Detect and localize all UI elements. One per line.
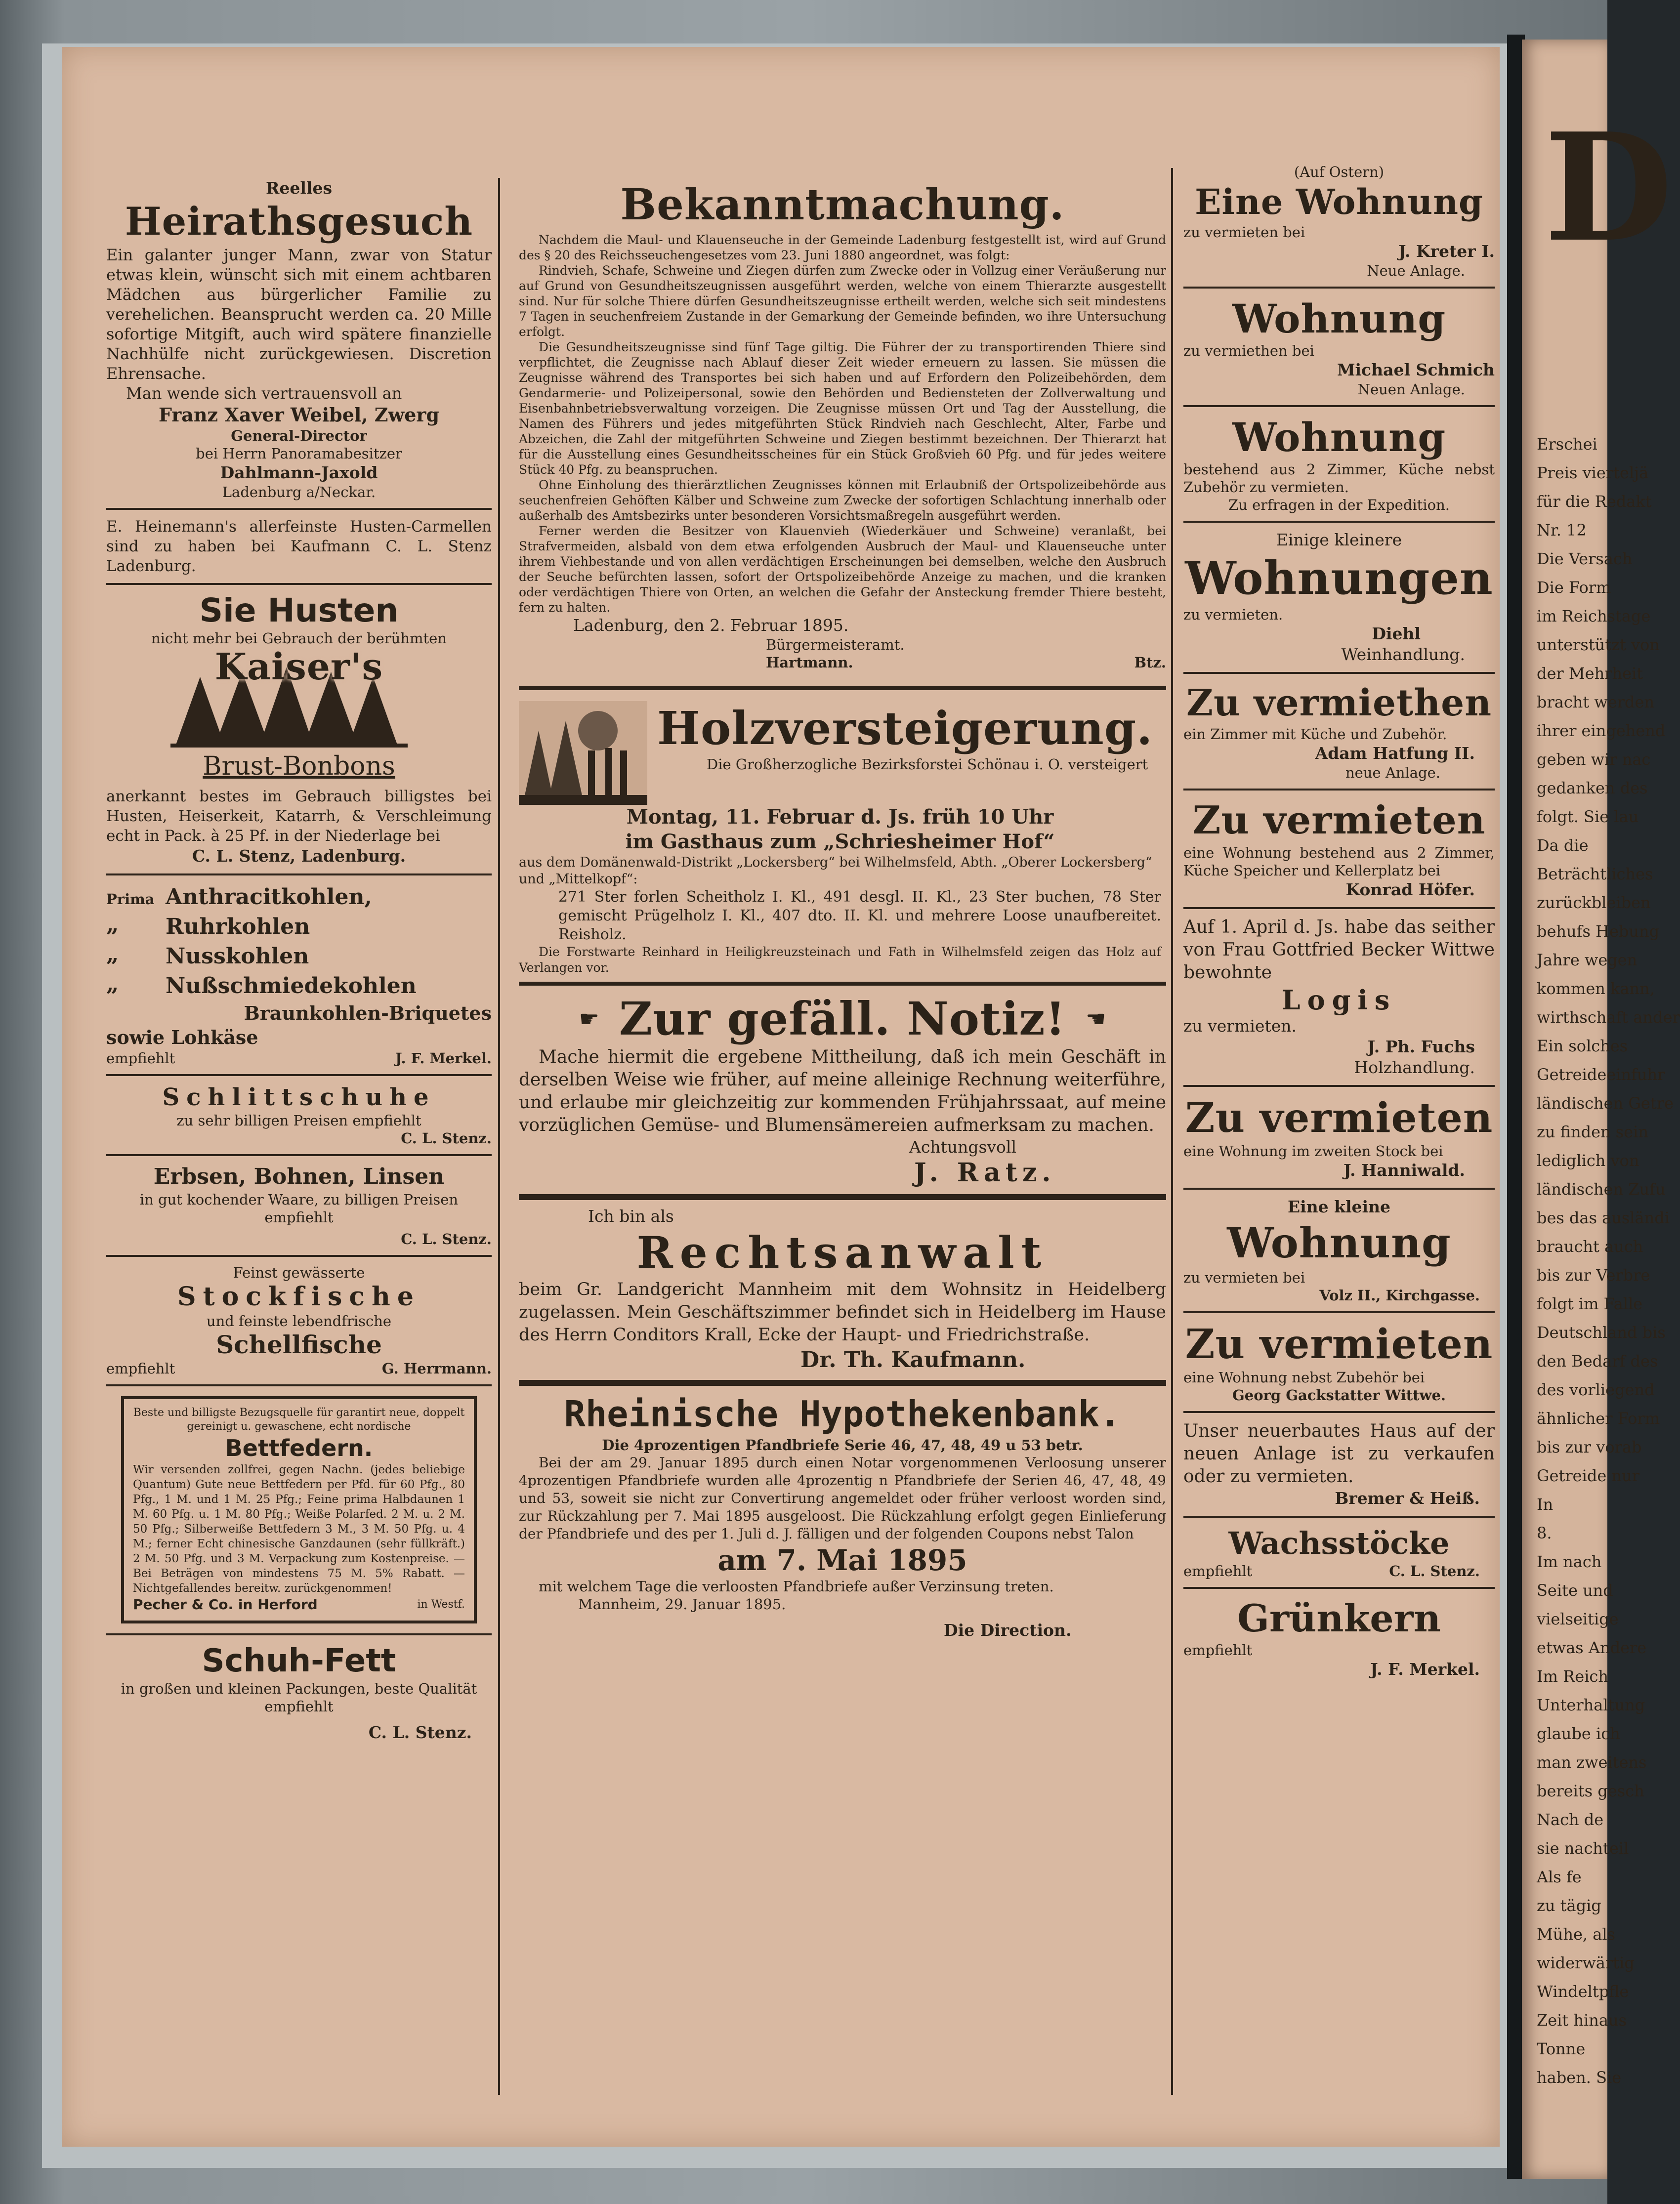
facing-page-text-fragment: Seite und [1537,1581,1613,1600]
divider [519,1380,1166,1386]
pointing-hand-left-icon: ☚ [1086,1005,1106,1032]
facing-page-text-fragment: für die Redakt [1537,492,1652,511]
anwalt-title: Rechtsanwalt [636,1227,1049,1278]
facing-page-text-fragment: Tonne [1537,2039,1586,2058]
bank-sign: Die Direction. [944,1621,1072,1640]
anwalt-body: beim Gr. Landgericht Mannheim mit dem Wohnsitz in Heidelberg zugelassen. Mein Geschäftszimmer befindet sich in Heidelberg im Hause des Herrn Conditors Krall, Ecke der Haupt- und Friedrichstraße. [519,1280,1166,1345]
ad-zu-vermieten-hoefer [1183,797,1495,900]
holz-where: im Gasthaus zum „Schriesheimer Hof“ [625,830,1055,853]
facing-page-edge [1522,40,1680,2179]
divider [1183,907,1495,909]
w1-kicker: (Auf Ostern) [1294,164,1385,180]
divider [519,982,1166,986]
facing-page-text-fragment: Als fe [1537,1868,1582,1886]
carmellen-text: E. Heinemann's allerfeinste Husten-Carmellen sind zu haben bei Kaufmann C. L. Stenz Ladenburg. [106,518,492,575]
holz-when: Montag, 11. Februar d. Js. früh 10 Uhr [626,805,1054,829]
heirat-at: bei Herrn Panoramabesitzer [196,445,402,462]
ad-holzversteigerung [519,696,1166,976]
betten-place: in Westf. [417,1598,465,1611]
divider [1183,1516,1495,1518]
w4-body: zu vermieten. [1183,606,1283,623]
divider [519,1194,1166,1200]
w7-title: Zu vermieten [1185,1094,1493,1142]
erbsen-title: Erbsen, Bohnen, Linsen [153,1164,445,1189]
w2-title: Wohnung [1232,295,1446,342]
facing-page-text-fragment: bereits gesch [1537,1782,1644,1800]
betten-intro: Beste und billigste Bezugsquelle für garantirt neue, doppelt gereinigt u. gewaschene, echt nordische [133,1407,465,1433]
kohlen-item: Nusskohlen [166,944,309,969]
bank-place: Mannheim, 29. Januar 1895. [578,1596,786,1613]
w4-name: Diehl [1372,624,1421,643]
bank-body: Bei der am 29. Januar 1895 durch einen Notar vorgenommenen Verloosung unserer 4prozentigen Pfandbriefe wurden alle 4prozentig n Pfandbriefe der Serien 46, 47, 48, 49 und 53, soweit sie nicht zur Convertirung angemeldet oder früher verloost worden sind, zur Rückzahlung per 7. Mai 1895 ausgeloost. Die Rückzahlung erfolgt gegen Einlieferung der Pfandbriefe und des per 1. Juli d. J. fälligen und der folgenden Coupons nebst Talon [519,1455,1166,1542]
holz-intro: Die Großherzogliche Bezirksforstei Schönau i. O. versteigert [707,756,1148,773]
w4-firm: Weinhandlung. [1341,645,1465,664]
kohlen-prima: Prima [106,891,155,908]
w1-name: J. Kreter I. [1398,242,1495,261]
facing-page-text-fragment: im Reichstage [1537,607,1651,625]
ad-erbsen [106,1163,492,1248]
facing-page-text-fragment: Nr. 12 [1537,521,1587,540]
heirat-place: Ladenburg a/Neckar. [222,484,376,500]
column-left [106,178,492,1743]
w3-title: Wohnung [1232,414,1446,460]
haus-name: Bremer & Heiß. [1335,1489,1480,1508]
facing-page-text-fragment: Deutschland bis [1537,1323,1666,1342]
facing-page-text-fragment: zu finden sein [1537,1123,1648,1141]
betten-firm: Pecher & Co. in Herford [133,1596,318,1613]
facing-page-text-fragment: Windeltpfle [1537,1982,1629,2001]
erbsen-dealer: C. L. Stenz. [401,1231,492,1248]
divider [519,686,1166,690]
facing-page-text-fragment: Im Reich [1537,1667,1608,1686]
fisch-title2: Schellfische [216,1330,382,1359]
facing-page-text-fragment: bis zur vorab [1537,1438,1642,1456]
ad-zu-vermieten-gackstatter [1183,1320,1495,1404]
logis-name: J. Ph. Fuchs [1367,1037,1475,1056]
column-rule-right [1171,168,1173,2095]
bank-title: Rheinische Hypothekenbank. [564,1393,1121,1435]
heirat-role: General-Director [231,427,367,444]
bank-sub: Die 4prozentigen Pfandbriefe Serie 46, 47, 48, 49 u 53 betr. [602,1437,1083,1454]
facing-page-text-fragment: folgt im Falle [1537,1294,1643,1313]
w2-name: Michael Schmich [1337,360,1495,379]
schlitt-title: Schlittschuhe [162,1083,436,1111]
logis-firm: Holzhandlung. [1354,1058,1475,1077]
anwalt-intro: Ich bin als [588,1206,674,1226]
bek-init: Btz. [1134,654,1166,671]
facing-page-masthead-fragment: D [1544,100,1673,275]
facing-page-text-fragment: etwas Andere [1537,1638,1647,1657]
anwalt-name: Dr. Th. Kaufmann. [800,1347,1026,1372]
w8-title: Wohnung [1227,1218,1451,1267]
column-right [1183,163,1495,1680]
ad-logis [1183,916,1495,1078]
wachs-title: Wachsstöcke [1228,1525,1450,1561]
w7-name: J. Hanniwald. [1343,1161,1465,1180]
w4-kicker: Einige kleinere [1276,530,1402,549]
ad-bettfedern [121,1396,477,1623]
bek-p2: Rindvieh, Schafe, Schweine und Ziegen dürfen zum Zwecke oder in Vollzug einer Veräußerung nur auf Grund von Gesundheitszeugnissen ausgeführt werden, welche von einem Thierarzte ausgestellt sind. Nur für solche Thiere dürfen Gesundheitszeugnisse ertheilt werden, welche sich seit mindestens 7 Tagen in seuchenfreiem Zustande in der Gemarkung der Gemeinde befinden, wo ihre Untersuchung erfolgt. [519,263,1166,339]
ad-gruenkern [1183,1596,1495,1680]
facing-page-text-fragment: Getreideeinfuhr [1537,1065,1665,1084]
wachs-body: empfiehlt [1183,1563,1253,1580]
ad-fische [106,1264,492,1377]
facing-page-text-fragment: lediglich von [1537,1151,1639,1170]
w1-addr: Neue Anlage. [1367,262,1465,279]
w1-title: Eine Wohnung [1195,181,1483,222]
divider [1183,521,1495,523]
ad-schlittschuhe [106,1083,492,1147]
bek-p1: Nachdem die Maul- und Klauenseuche in der Gemeinde Ladenburg festgestellt ist, wird auf Grund des § 20 des Reichsseuchengesetzes vom 23. Juni 1880 angeordnet, was folgt: [519,233,1166,262]
bank-date: am 7. Mai 1895 [717,1543,967,1577]
heirat-body: Ein galanter junger Mann, zwar von Statur etwas klein, wünscht sich mit einem achtbaren Mädchen aus bürgerlicher Familie zu verehelichen. Beansprucht werden ca. 20 Mille sofortige Mitgift, auch wird spätere finanzielle Nachhülfe nicht zurückgewiesen. Discretion Ehrensache. [106,246,492,383]
facing-page-text-fragment: Ein solches [1537,1037,1628,1055]
ad-wohnung-volz [1183,1197,1495,1304]
facing-page-text-fragment: 8. [1537,1524,1552,1542]
erbsen-body: in gut kochender Waare, zu billigen Preisen empfiehlt [139,1191,459,1226]
w6-title: Zu vermieten [1192,798,1486,843]
facing-page-text-fragment: In [1537,1495,1554,1514]
bek-p4: Ohne Einholung des thierärztlichen Zeugnisses können mit Erlaubniß der Ortspolizeibehörde aus seuchenfreien Gehöften Kälber und Schweine zum Zwecke der sofortigen Schlachtung innerhalb oder außerhalb des Amtsbezirks unter besonderen Vorsichtsmaßregeln ausgeführt werden. [519,478,1166,523]
notiz-body: Mache hiermit die ergebene Mittheilung, daß ich mein Geschäft in derselben Weise wie früher, auf meine alleinige Rechnung weiterführe, und erlaube mir gleichzeitig zur kommenden Frühjahrssaat, auf meine vorzüglichen Gemüse- und Blumensämereien aufmerksam zu machen. [519,1047,1166,1135]
facing-page-text-fragment: sie nachteil [1537,1839,1629,1858]
bek-date: Ladenburg, den 2. Februar 1895. [573,616,849,635]
divider [1183,405,1495,407]
facing-page-text-fragment: unterstützt von [1537,635,1660,654]
heirat-body2: Man wende sich vertrauensvoll an [126,384,402,403]
facing-page-text-fragment: Die Versach [1537,549,1633,568]
schlitt-body: zu sehr billigen Preisen empfiehlt [176,1112,421,1129]
facing-page-text-fragment: bes das ausländi [1537,1208,1670,1227]
holz-lots: 271 Ster forlen Scheitholz I. Kl., 491 desgl. II. Kl., 23 Ster buchen, 78 Ster gemischt Prügelholz I. Kl., 407 dto. II. Kl. und mehrere Loose unaufbereitet. Reisholz. [558,888,1161,943]
heirat-name: Franz Xaver Weibel, Zwerg [158,404,440,426]
fisch-recommend: empfiehlt [106,1360,175,1377]
facing-page-text-fragment: man zweitens [1537,1753,1647,1772]
ad-zu-vermieten-hanniwald [1183,1094,1495,1181]
facing-page-text-fragment: bis zur Verbre [1537,1266,1650,1285]
husten-title: Sie Husten [199,591,399,629]
divider [1183,287,1495,289]
bank-after: mit welchem Tage die verloosten Pfandbriefe außer Verzinsung treten. [539,1578,1054,1595]
w9-name: Georg Gackstatter Wittwe. [1232,1387,1446,1404]
divider [1183,1188,1495,1190]
notice-bekanntmachung [519,178,1166,671]
schuh-title: Schuh-Fett [202,1643,396,1679]
ad-haus [1183,1420,1495,1509]
w1-body: zu vermieten bei [1183,224,1305,241]
facing-page-text-fragment: Zeit hinaus [1537,2011,1627,2030]
fisch-mid: und feinste lebendfrische [206,1313,392,1330]
divider [1183,1085,1495,1087]
w8-body: zu vermieten bei [1183,1269,1305,1286]
facing-page-text-fragment: Mühe, als [1537,1925,1615,1944]
betten-title: Bettfedern. [225,1435,373,1461]
holz-foot: Die Forstwarte Reinhard in Heiligkreuzsteinach und Fath in Wilhelmsfeld zeigen das Holz auf Verlangen vor. [519,945,1161,975]
heirat-title: Heirathsgesuch [125,199,473,244]
bek-p5: Ferner werden die Besitzer von Klauenvieh (Wiederkäuer und Schweine) veranlaßt, bei Strafvermeiden, alsbald von dem etwa erfolgenden Ausbruch der Maul- und Klauenseuche unter ihrem Viehbestande und von allen verdächtigen Erscheinungen bei demselben, welche den Ausbruch der Seuche befürchten lassen, sofort der Ortspolizeibehörde Anzeige zu machen, und die kranken oder verdächtigen Thiere von Orten, an welchen die Gefahr der Ansteckung fremder Thiere besteht, fern zu halten. [519,524,1166,615]
kohlen-lohe: sowie Lohkäse [106,1026,258,1048]
schlitt-dealer: C. L. Stenz. [401,1130,492,1147]
w2-body: zu vermiethen bei [1183,342,1314,359]
husten-product: Brust-Bonbons [203,751,395,781]
column-rule-left [498,178,500,2095]
ad-rechtsanwalt [519,1206,1166,1374]
notiz-title: Zur gefäll. Notiz! [619,992,1066,1045]
husten-sub: nicht mehr bei Gebrauch der berühmten [151,630,447,647]
facing-page-text-fragment: ländischen Zufu [1537,1180,1666,1199]
w5-addr: neue Anlage. [1345,764,1440,781]
facing-page-text-fragment: Beträchtliches [1537,865,1653,883]
facing-page-text-fragment: ihrer eingehend [1537,721,1666,740]
facing-page-text-fragment: Preis vierteljä [1537,463,1649,482]
ad-wohnung-expedition [1183,414,1495,514]
facing-page-text-fragment: glaube ich [1537,1724,1620,1743]
facing-page-text-fragment: behufs Hebung [1537,922,1660,941]
notiz-closing: Achtungsvoll [909,1137,1017,1157]
schuh-body: in großen und kleinen Packungen, beste Qualität empfiehlt [121,1680,477,1715]
facing-page-text-fragment: gedanken des [1537,779,1648,797]
w5-title: Zu vermiethen [1186,682,1492,724]
husten-brand: Kaiser's [214,646,383,688]
w3-body: bestehend aus 2 Zimmer, Küche nebst Zubehör zu vermieten. [1183,461,1495,496]
ad-schuhfett [106,1642,492,1743]
facing-page-text-fragment: Da die [1537,836,1589,855]
divider [106,508,492,510]
gruen-name: J. F. Merkel. [1370,1660,1480,1679]
ad-zu-vermiethen-hatfung [1183,681,1495,782]
logis-body: Auf 1. April d. Js. habe das seither von Frau Gottfried Becker Wittwe bewohnte [1183,917,1495,983]
betten-body: Wir versenden zollfrei, gegen Nachn. (jedes beliebige Quantum) Gute neue Bettfedern per Pfd. für 60 Pfg., 80 Pfg., 1 M. und 1 M. 25 Pfg.; Feine prima Halbdaunen 1 M. 60 Pfg. u. 1 M. 80 Pfg.; Weiße Polarfed. 2 M. u. 2 M. 50 Pfg.; Silberweiße Bettfedern 3 M., 3 M. 50 Pfg. u. 4 M.; ferner Echt chinesische Ganzdaunen (sehr füllkräft.) 2 M. 50 Pfg. und 3 M. Verpackung zum Kostenpreise. — Bei Beträgen von mindestens 75 M. 5% Rabatt. — Nichtgefallendes bereitw. zurückgenommen! [133,1463,465,1595]
w5-body: ein Zimmer mit Küche und Zubehör. [1183,726,1447,743]
facing-page-text-fragment: Getreide nur [1537,1466,1639,1485]
ad-carmellen [106,517,492,576]
divider [106,1154,492,1156]
fisch-dealer: G. Herrmann. [381,1360,492,1377]
facing-page-text-fragment: folgt. Sie lau [1537,807,1639,826]
husten-dealer: C. L. Stenz, Ladenburg. [192,846,406,866]
facing-page-text-fragment: zu tägig [1537,1896,1601,1915]
divider [106,1255,492,1257]
kohlen-item: Ruhrkohlen [166,914,310,939]
divider [1183,672,1495,674]
divider [106,873,492,875]
ad-hypothekenbank [519,1392,1166,1641]
facing-page-text-fragment: ländischen Getre [1537,1094,1674,1113]
divider [1183,1311,1495,1313]
facing-page-text-fragment: zurückbleiben [1537,893,1651,912]
pointing-hand-right-icon: ☛ [579,1005,599,1032]
husten-body: anerkannt bestes im Gebrauch billigstes bei Husten, Heiserkeit, Katarrh, & Verschleimung echt in Pack. à 25 Pf. in der Niederlage bei [106,788,492,845]
ad-kohlen: Prima Anthracitkohlen, „ Ruhrkohlen „ Nusskohlen „ Nußschmiedekohlen Braunkohlen-Briquetes sowie Lohkäse empfiehlt J. F. Merkel. [106,882,492,1067]
notiz-name: J. Ratz. [914,1158,1056,1188]
kohlen-dealer: J. F. Merkel. [395,1050,492,1067]
gruen-title: Grünkern [1237,1596,1441,1640]
divider [1183,1587,1495,1589]
divider [1183,789,1495,790]
facing-page-text-fragment: Nach de [1537,1810,1604,1829]
w8-name: Volz II., Kirchgasse. [1319,1287,1480,1304]
heirat-kicker: Reelles [265,178,333,198]
ad-wohnung-schmich [1183,295,1495,398]
facing-page-text-fragment: Unterhaltung [1537,1696,1645,1714]
bek-title: Bekanntmachung. [620,180,1065,230]
facing-page-text-fragment: braucht auch [1537,1237,1643,1256]
w6-name: Konrad Höfer. [1345,880,1475,899]
kohlen-item: Nußschmiedekohlen [166,973,417,998]
kohlen-briquetes: Braunkohlen-Briquetes [244,1002,492,1024]
fisch-title: Stockfische [177,1282,420,1312]
haus-body: Unser neuerbautes Haus auf der neuen Anlage ist zu verkaufen oder zu vermieten. [1183,1421,1495,1487]
ad-wohnung-kreter [1183,163,1495,280]
w9-title: Zu vermieten [1185,1321,1493,1368]
holz-from: aus dem Domänenwald-Distrikt „Lockersberg“ bei Wilhelmsfeld, Abth. „Oberer Lockersberg“ und „Mittelkopf“: [519,855,1152,887]
ad-notiz [519,992,1166,1188]
schuh-dealer: C. L. Stenz. [368,1723,472,1742]
divider [1183,1411,1495,1413]
divider [106,583,492,585]
column-center [519,178,1166,1641]
facing-page-text-fragment: der Mehrheit [1537,664,1643,683]
facing-page-text-fragment: ähnlicher Form [1537,1409,1660,1428]
facing-page-text-fragment: Im nach [1537,1552,1602,1571]
gruen-body: empfiehlt [1183,1642,1253,1659]
ad-husten [106,592,492,867]
facing-page-text-fragment: Jahre wegen [1537,951,1638,969]
logis-tail: zu vermieten. [1183,1016,1297,1036]
holz-title: Holzversteigerung. [657,702,1153,755]
bek-name: Hartmann. [766,654,853,671]
facing-page-text-fragment: des vorliegend [1537,1380,1655,1399]
ad-wachsstoecke [1183,1525,1495,1580]
facing-page-text-fragment: widerwärtig [1537,1954,1635,1972]
bek-p3: Die Gesundheitszeugnisse sind fünf Tage giltig. Die Führer der zu transportirenden Thiere sind verpflichtet, die Zeugnisse nach Ablauf dieser Zeit wieder erneuern zu lassen. Sie müssen die Zeugnisse während des Transportes bei sich haben und auf Erfordern den Polizeibehörden, dem Gendarmerie- und Polizeipersonal, sowie den Behörden und Bediensteten der Zollverwaltung und Eisenbahnbetriebsverwaltung vorzeigen. Die Zeugnisse müssen Ort und Tag der Ausstellung, die Namen des Führers und jedes mitgeführten Stück Rindvieh nach Geschlecht, Alter, Farbe und Abzeichen, die Zahl der mitgeführten Schweine und Ziegen bestimmt bezeichnen. Der Thierarzt hat für die Ausstellung eines Gesundheitsscheines für ein Stück Großvieh 60 Pfg. und für jedes weitere Stück 40 Pfg. zu beanspruchen. [519,340,1166,477]
ad-heirathsgesuch [106,178,492,501]
w4-title: Wohnungen [1185,551,1493,605]
woodcut-foresters-icon [519,701,647,805]
logis-title: Logis [1281,984,1397,1016]
w7-body: eine Wohnung im zweiten Stock bei [1183,1143,1443,1160]
kaiser-logo [106,647,492,751]
facing-page-text-fragment: Erschei [1537,435,1597,454]
facing-page-text-fragment: kommen kann, [1537,979,1655,998]
facing-page-text-fragment: Die Form [1537,578,1611,597]
divider [106,1384,492,1386]
facing-page-text-fragment: wirthschaft ander [1537,1008,1680,1027]
divider [106,1074,492,1076]
w3-foot: Zu erfragen in der Expedition. [1228,497,1450,513]
ad-wohnungen-diehl [1183,530,1495,665]
w2-addr: Neuen Anlage. [1357,381,1465,398]
kohlen-recommend: empfiehlt [106,1050,175,1067]
w6-body: eine Wohnung bestehend aus 2 Zimmer, Küche Speicher und Kellerplatz bei [1183,844,1495,879]
facing-page-text-fragment: bracht werden [1537,693,1655,711]
wachs-name: C. L. Stenz. [1389,1563,1480,1580]
bek-office: Bürgermeisteramt. [766,636,905,653]
heirat-firm: Dahlmann-Jaxold [220,463,378,482]
w8-kicker: Eine kleine [1287,1197,1391,1216]
facing-page-text-fragment: den Bedarf des [1537,1352,1658,1371]
facing-page-text-fragment: haben. Sie [1537,2068,1622,2087]
fisch-kicker: Feinst gewässerte [233,1264,365,1281]
facing-page-text-fragment: vielseitige [1537,1610,1619,1628]
kohlen-item: Anthracitkohlen, [166,884,372,910]
w5-name: Adam Hatfung II. [1315,744,1475,763]
w9-body: eine Wohnung nebst Zubehör bei [1183,1369,1425,1386]
facing-page-text-fragment: geben wir nac [1537,750,1651,769]
divider [106,1633,492,1635]
